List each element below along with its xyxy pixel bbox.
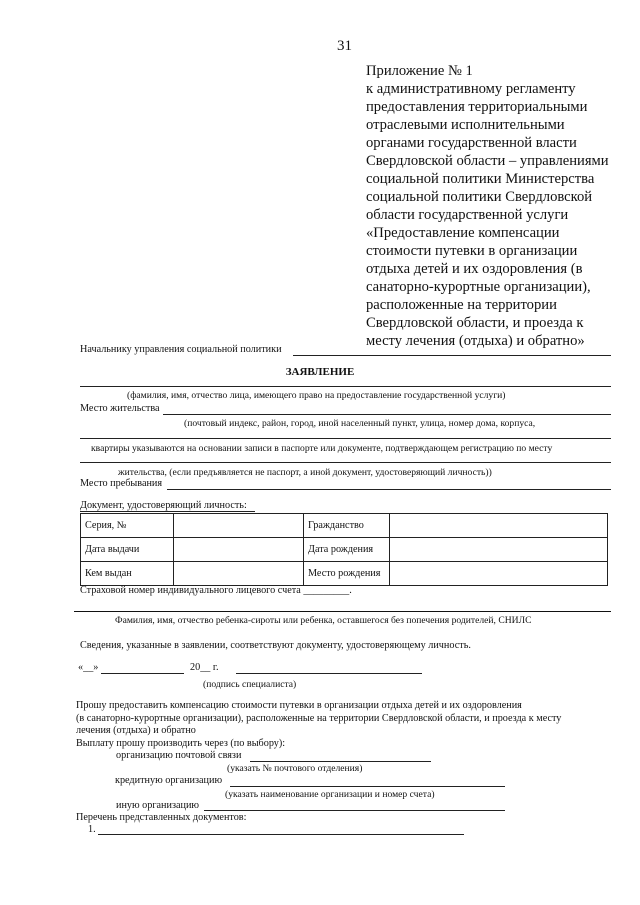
other-field[interactable] (204, 810, 505, 811)
child-hint: Фамилия, имя, отчество ребенка-сироты или ребенка, оставшегося без попечения родителей, СНИЛС (115, 615, 532, 626)
addressee-field[interactable] (293, 355, 611, 356)
issued-by-cell[interactable] (174, 562, 304, 586)
issue-date-cell[interactable] (174, 538, 304, 562)
appendix-line: Свердловской области, и проезда к (366, 315, 584, 331)
credit-field[interactable] (230, 786, 505, 787)
issued-by-label: Кем выдан (81, 562, 174, 586)
request-line: лечения (отдыха) и обратно (76, 725, 196, 736)
addressee-label: Начальнику управления социальной политики (80, 344, 282, 355)
address-hint: (почтовый индекс, район, город, иной населенный пункт, улица, номер дома, корпуса, (184, 418, 536, 429)
address-field-2[interactable] (80, 438, 611, 439)
series-cell[interactable] (174, 514, 304, 538)
stay-label: Место пребывания (80, 478, 163, 489)
request-line: Прошу предоставить компенсацию стоимости путевки в организации отдыха детей и их оздоровления (76, 700, 522, 711)
date-month-field[interactable] (101, 673, 184, 674)
appendix-line: области государственной услуги (366, 207, 569, 223)
verify-text: Сведения, указанные в заявлении, соответствуют документу, удостоверяющему личность. (80, 640, 471, 651)
doc-item-field[interactable] (98, 834, 464, 835)
signature-hint: (подпись специалиста) (203, 679, 297, 690)
doc-item-number: 1. (88, 824, 96, 835)
table-row (81, 562, 608, 586)
residence-label: Место жительства (80, 403, 160, 414)
fio-hint: (фамилия, имя, отчество лица, имеющего право на предоставление государственной услуги) (127, 390, 506, 401)
appendix-line: к административному регламенту (366, 81, 576, 97)
birth-place-label: Место рождения (304, 562, 390, 586)
appendix-line: Приложение № 1 (366, 63, 473, 79)
residence-hint: жительства, (если предъявляется не паспорт, а иной документ, удостоверяющий личность)) (118, 467, 492, 478)
date-year[interactable]: 20__ г. (190, 662, 219, 673)
applicant-name-field[interactable] (80, 386, 611, 387)
table-row (81, 514, 608, 538)
appendix-line: предоставления территориальными (366, 99, 588, 115)
page-number: 31 (337, 38, 352, 54)
credit-label: кредитную организацию (115, 775, 223, 786)
postal-label: организацию почтовой связи (116, 750, 242, 761)
appendix-line: социальной политики Министерства (366, 171, 595, 187)
postal-hint: (указать № почтового отделения) (227, 763, 363, 774)
stay-field[interactable] (167, 489, 611, 490)
appendix-line: месту лечения (отдыха) и обратно» (366, 333, 585, 349)
appendix-line: социальной политики Свердловской (366, 189, 593, 205)
id-doc-underline (80, 511, 255, 512)
appendix-line: отдыха детей и их оздоровления (в (366, 261, 583, 277)
appendix-header (366, 62, 628, 350)
id-doc-label: Документ, удостоверяющий личность: (80, 500, 247, 511)
snils-field[interactable]: _________. (303, 585, 352, 596)
signature-field[interactable] (236, 673, 422, 674)
child-name-field[interactable] (74, 611, 611, 612)
snils-text: Страховой номер индивидуального лицевого счета (80, 585, 301, 596)
table-row (81, 538, 608, 562)
appendix-line: стоимости путевки в организации (366, 243, 578, 259)
docs-label: Перечень представленных документов: (76, 812, 247, 823)
apartment-hint: квартиры указываются на основании записи в паспорте или документе, подтверждающем регистрацию по месту (91, 443, 553, 454)
birth-place-cell[interactable] (390, 562, 608, 586)
appendix-line: расположенные на территории (366, 297, 557, 313)
series-label: Серия, № (81, 514, 174, 538)
payment-label: Выплату прошу производить через (по выбору): (76, 738, 286, 749)
residence-field[interactable] (163, 414, 611, 415)
birth-date-cell[interactable] (390, 538, 608, 562)
issue-date-label: Дата выдачи (81, 538, 174, 562)
appendix-line: санаторно-курортные организации), (366, 279, 591, 295)
id-document-table (80, 513, 608, 586)
appendix-line: Свердловской области – управлениями (366, 153, 609, 169)
citizenship-cell[interactable] (390, 514, 608, 538)
request-line: (в санаторно-курортные организации), расположенные на территории Свердловской области, и проезда к месту (76, 713, 562, 724)
citizenship-label: Гражданство (304, 514, 390, 538)
appendix-line: отраслевыми исполнительными (366, 117, 565, 133)
snils-label (80, 585, 352, 596)
other-label: иную организацию (116, 800, 200, 811)
appendix-line: «Предоставление компенсации (366, 225, 560, 241)
birth-date-label: Дата рождения (304, 538, 390, 562)
date-day[interactable]: «__» (78, 662, 99, 673)
postal-field[interactable] (250, 761, 431, 762)
credit-hint: (указать наименование организации и номер счета) (225, 789, 435, 800)
appendix-line: органами государственной власти (366, 135, 577, 151)
address-field-3[interactable] (80, 462, 611, 463)
form-title: ЗАЯВЛЕНИЕ (285, 366, 355, 378)
